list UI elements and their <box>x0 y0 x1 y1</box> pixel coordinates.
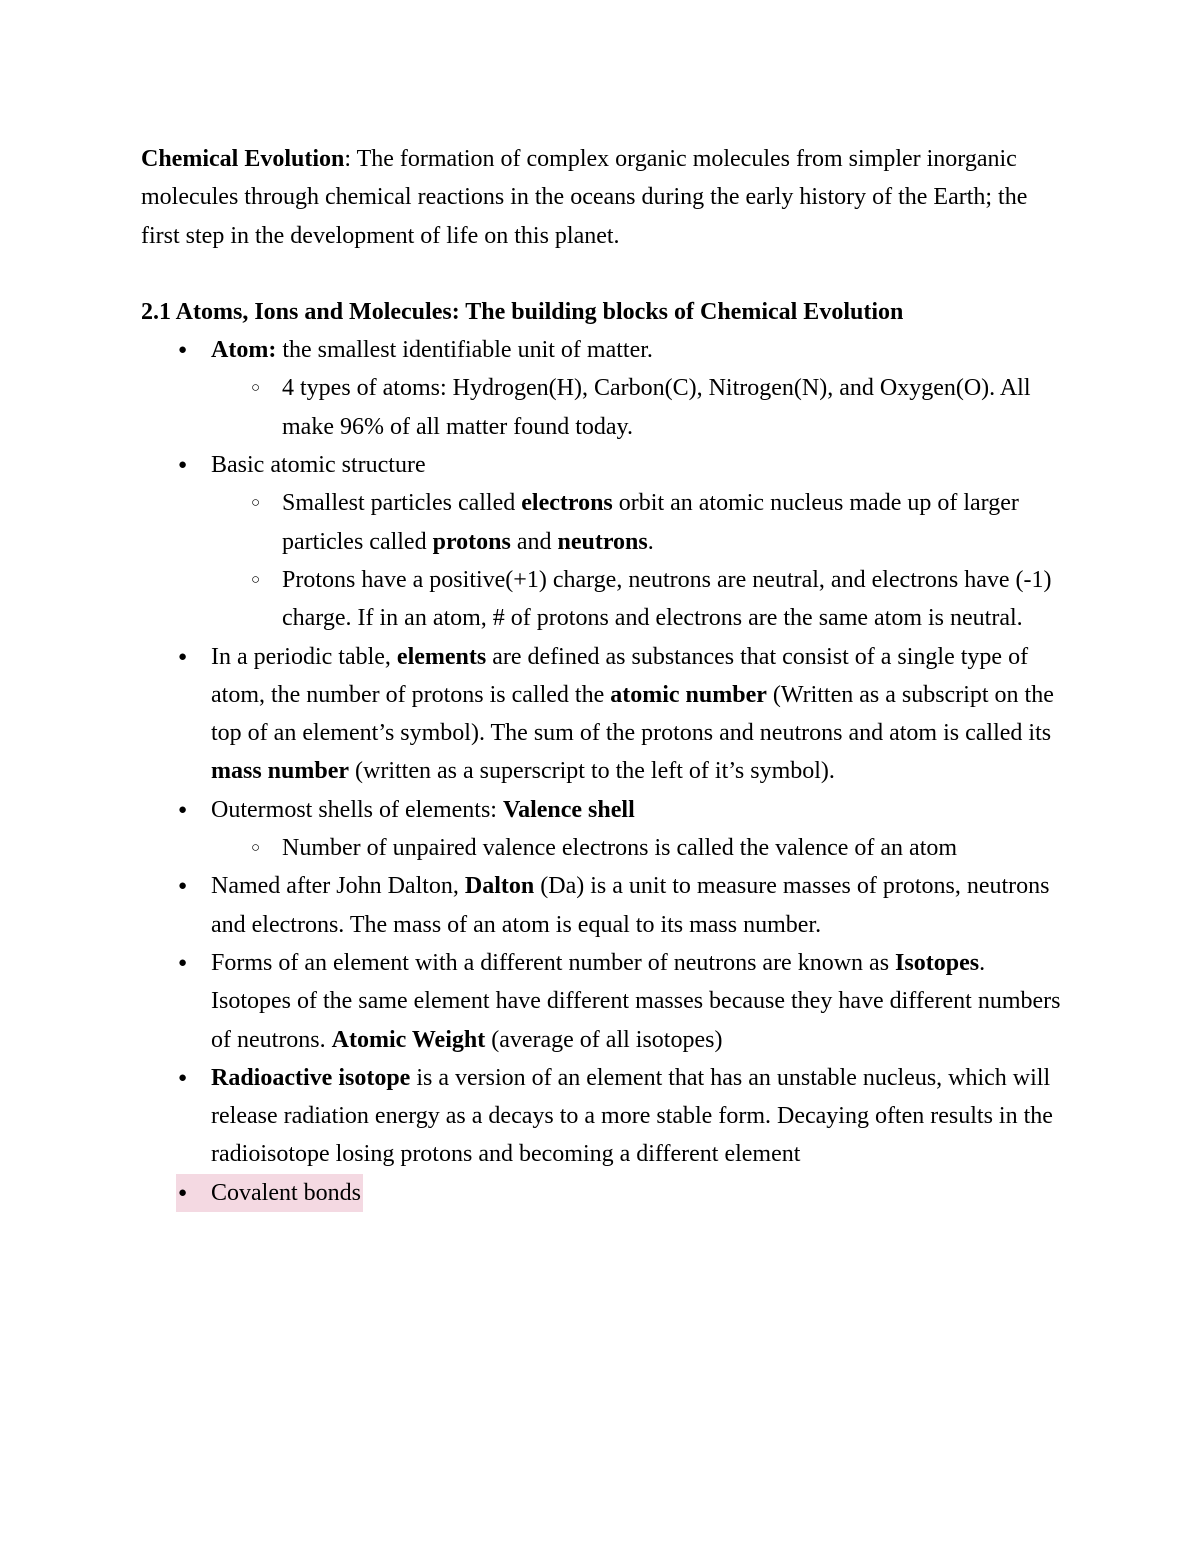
periodic-text-e: (written as a superscript to the left of it’s symbol). <box>349 758 835 785</box>
particles-text-d: and <box>510 528 558 555</box>
sub-item-atom-types <box>251 369 1061 446</box>
radioactive-isotope-term: Radioactive isotope <box>211 1064 411 1091</box>
bullet-icon: ● <box>178 801 188 818</box>
bullet-icon: ● <box>178 648 188 665</box>
sub-bullet-icon: ○ <box>251 571 261 588</box>
bullet-list <box>141 331 1061 1212</box>
list-item-dalton <box>178 867 1061 944</box>
isotopes-text-a: Forms of an element with a different number of neutrons are known as <box>211 949 896 976</box>
periodic-text-c: are defined as substances that consist of a single type of atom, the number of protons is called the <box>211 643 1029 708</box>
dalton-text-a: Named after John Dalton, <box>211 873 465 900</box>
electrons-term: electrons <box>521 490 613 517</box>
bullet-icon: ● <box>178 342 188 359</box>
sub-list-valence <box>211 829 1061 867</box>
intro-term: Chemical Evolution <box>141 146 345 172</box>
isotopes-text-c: . Isotopes of the same element have different masses because they have different numbers of neutrons. <box>211 949 1061 1053</box>
covalent-text: Covalent bonds <box>211 1179 361 1206</box>
neutrons-term: neutrons <box>557 528 648 555</box>
atom-types-text: 4 types of atoms: Hydrogen(H), Carbon(C), Nitrogen(N), and Oxygen(O). All make 96% of all matter found today. <box>282 375 1031 440</box>
bullet-icon: ● <box>178 1184 188 1201</box>
mass-number-term: mass number <box>211 758 350 785</box>
protons-term: protons <box>432 528 511 555</box>
atom-term: Atom: <box>211 337 277 364</box>
sub-bullet-icon: ○ <box>251 840 261 857</box>
bullet-icon: ● <box>178 1069 188 1086</box>
isotopes-term: Isotopes <box>895 949 980 976</box>
structure-text: Basic atomic structure <box>211 452 426 479</box>
bullet-icon: ● <box>178 457 188 474</box>
section-heading: 2.1 Atoms, Ions and Molecules: The building blocks of Chemical Evolution <box>141 298 904 325</box>
radioactive-text: is a version of an element that has an unstable nucleus, which will release radiation energy as a decays to a more stable form. Decaying often results in the radioisotope losing protons and becoming a different element <box>211 1064 1053 1168</box>
intro-paragraph <box>141 140 1061 255</box>
valence-sub-text: Number of unpaired valence electrons is called the valence of an atom <box>282 835 958 862</box>
elements-term: elements <box>396 643 487 670</box>
sub-bullet-icon: ○ <box>251 380 261 397</box>
sub-item-charges <box>251 561 1061 638</box>
sub-list-atom <box>211 369 1061 446</box>
particles-text-c: orbit an atomic nucleus made up of larger particles called <box>282 490 1019 555</box>
list-item-atom <box>178 331 1061 446</box>
list-item-valence <box>178 791 1061 868</box>
list-item-structure <box>178 446 1061 637</box>
list-item-periodic <box>178 638 1061 791</box>
intro-separator: : <box>344 146 357 172</box>
intro-text: The formation of complex organic molecules from simpler inorganic molecules through chemical reactions in the oceans during the early history of the Earth; the first step in the development of life on this planet. <box>141 146 1028 249</box>
sub-bullet-icon: ○ <box>251 495 261 512</box>
periodic-text-a: In a periodic table, <box>211 643 397 670</box>
charges-text: Protons have a positive(+1) charge, neutrons are neutral, and electrons have (-1) charge. If in an atom, # of protons and electrons are the same atom is neutral. <box>282 566 1052 632</box>
atomic-weight-term: Atomic Weight <box>331 1026 486 1053</box>
periodic-text-d: (Written as a subscript on the top of an element’s symbol). The sum of the protons and neutrons and atom is called its <box>211 681 1054 747</box>
particles-text-a: Smallest particles called <box>282 490 522 517</box>
sub-item-particles <box>251 484 1061 561</box>
valence-text-a: Outermost shells of elements: <box>211 796 503 823</box>
list-item-isotopes <box>178 944 1061 1059</box>
bullet-icon: ● <box>178 878 188 895</box>
dalton-term: Dalton <box>464 873 535 900</box>
valence-shell-term: Valence shell <box>502 796 635 823</box>
sub-item-valence <box>251 829 1061 867</box>
bullet-icon: ● <box>178 954 188 971</box>
particles-text-e: . <box>647 528 654 555</box>
atomic-number-term: atomic number <box>610 681 767 708</box>
sub-list-structure <box>211 484 1061 637</box>
atom-text: the smallest identifiable unit of matter. <box>276 337 653 364</box>
list-item-radioactive <box>178 1059 1061 1174</box>
isotopes-text-d: (average of all isotopes) <box>485 1026 723 1053</box>
list-item-covalent <box>176 1174 363 1212</box>
document-page <box>141 140 1061 1212</box>
dalton-text-c: (Da) is a unit to measure masses of protons, neutrons and electrons. The mass of an atom is equal to its mass number. <box>211 873 1050 938</box>
